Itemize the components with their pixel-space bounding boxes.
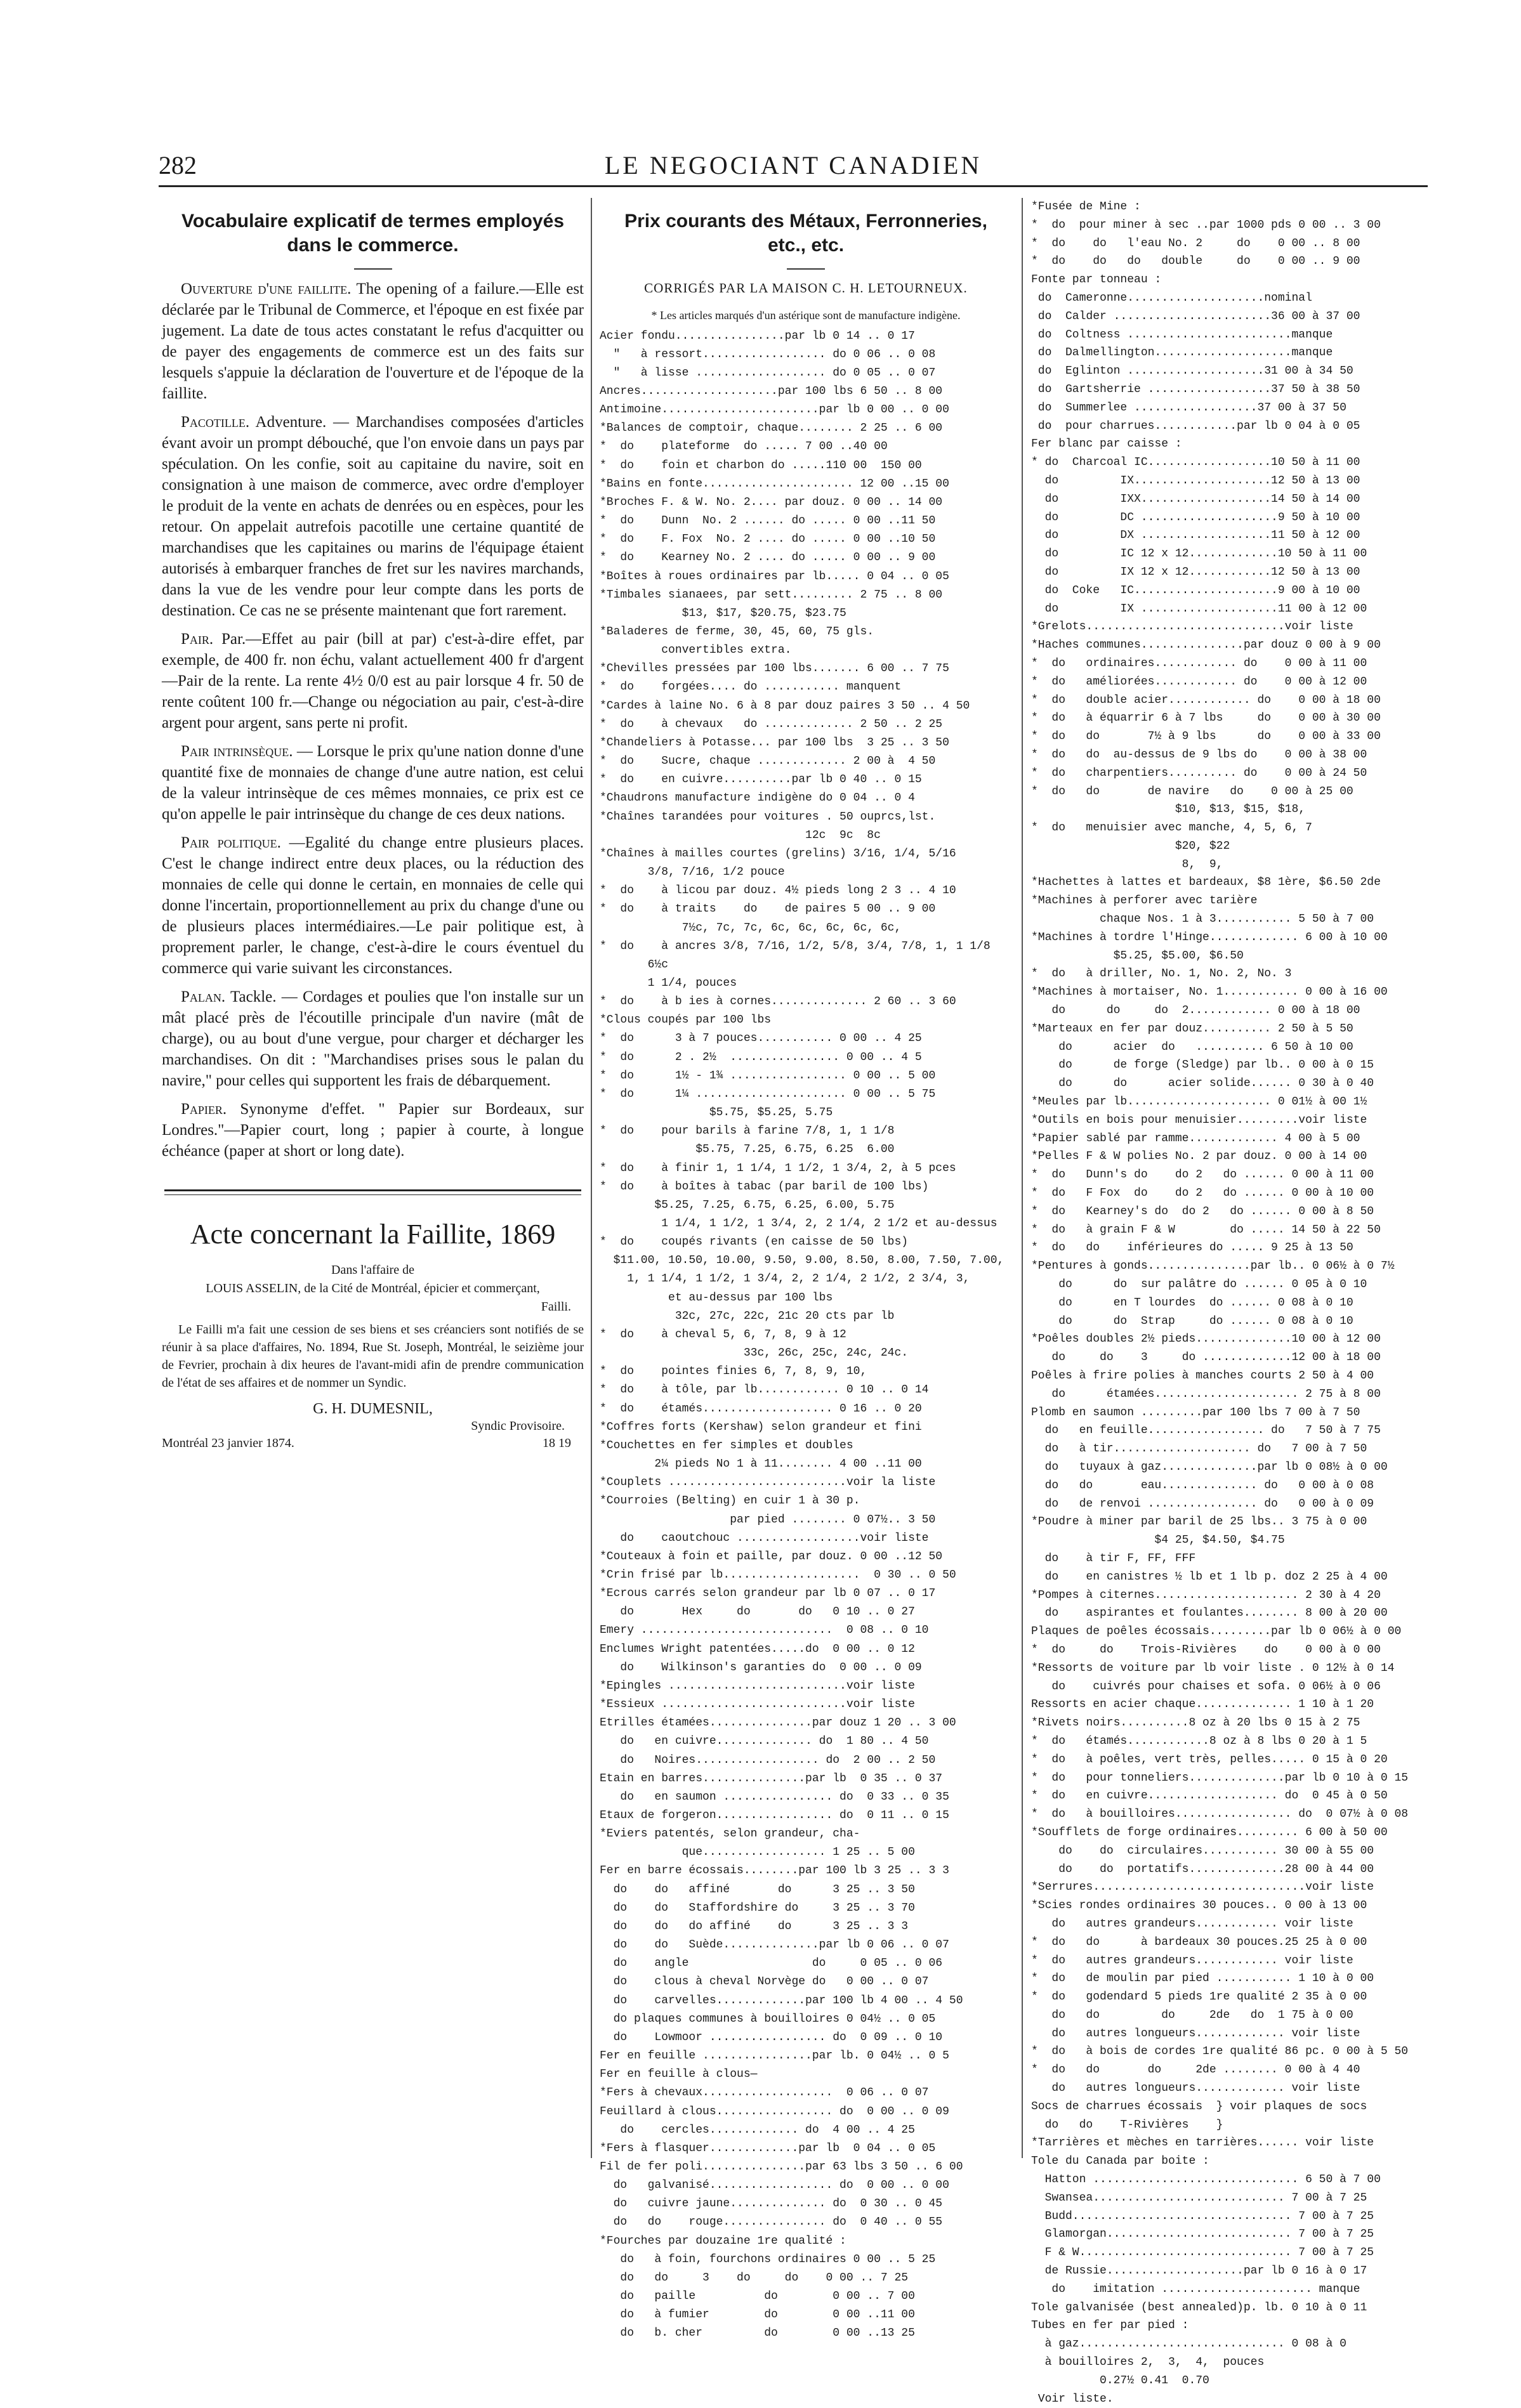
title-rule [787,268,825,270]
price-row: * do améliorées............ do 0 00 à 12 00 [1031,675,1367,688]
price-row: do do do 2de do 1 75 à 0 00 [1031,2008,1353,2022]
price-row: Hatton .............................. 6 50 à 7 00 [1031,2173,1381,2187]
section-divider [164,1189,581,1195]
price-row: 6½c [600,958,669,971]
price-row: *Courroies (Belting) en cuir 1 à 30 p. [600,1495,860,1508]
price-row: et au-dessus par 100 lbs [600,1291,833,1304]
entry-definition: —Egalité du change entre plusieurs places. C'est le change indirect entre deux places, ou la réduction des monnaies de celle qui donne le certain, en monnaies de celle qui donne l'incertain, proportionnellement au prix du change d'une ou de plusieurs places intermédiaires.—Le pair politique est, à proprement parler, le change, c'est-à-dire le cours éventuel du commerce qui varie suivant les circonstances. [162,834,584,977]
price-row: do IX ....................11 00 à 12 00 [1031,602,1367,615]
price-row: * do à équarrir 6 à 7 lbs do 0 00 à 30 00 [1031,712,1381,725]
price-row: do galvanisé.................. do 0 00 .. 0 00 [600,2179,949,2192]
price-row: * do coupés rivants (en caisse de 50 lbs) [600,1236,909,1249]
price-row: * do 1¼ ...................... 0 00 .. 5 75 [600,1087,936,1101]
price-row: Acier fondu................par lb 0 14 .. 0 17 [600,329,915,343]
price-row: do Eglinton ....................31 00 à 34 50 [1031,365,1353,378]
entry-term: Pacotille. [181,414,250,431]
price-row: 12c 9c 8c [600,828,881,842]
entry-definition: Adventure. — Marchandises composées d'articles évant avoir un prompt débouché, que l'on envoie dans un pays par spéculation. On les confie, soit au capitaine du navire, soit en consignation à une maison de commerce, avec ordre d'employer le produit de la vente en achats de denrées ou en espèces, pour les retour. On appelait autrefois pacotille une certaine quantité de marchandises que les capitaines ou marins de l'équipage étaient autorisés à embarquer franches de fret sur les navires marchands, dans la vue de les vendre pour leur compte dans les ports de destination. Ce cas ne se présente maintenant que fort rarement. [162,414,584,619]
title-rule [354,268,392,270]
price-row: Fer en barre écossais........par 100 lb 3 25 .. 3 3 [600,1864,949,1878]
price-row: * do do inférieures do ..... 9 25 à 13 50 [1031,1241,1353,1255]
price-row: do de forge (Sledge) par lb.. 0 00 à 0 15 [1031,1059,1374,1072]
price-row: do plaques communes à bouilloires 0 04½ .. 0 05 [600,2012,936,2025]
price-row: " à ressort.................. do 0 06 .. 0 08 [600,348,936,361]
price-row: * do à driller, No. 1, No. 2, No. 3 [1031,967,1292,981]
price-row: * do de moulin par pied ........... 1 10 à 0 00 [1031,1972,1374,1986]
price-row: do do 3 do .............12 00 à 18 00 [1031,1351,1381,1364]
price-row: * do à bois de cordes 1re qualité 86 pc. 0 00 à 5 50 [1031,2045,1409,2058]
price-row: *Chaînes tarandées pour voitures . 50 ouprcs,lst. [600,810,936,823]
price-row: do Coltness ........................manque [1031,328,1333,341]
price-row: *Hachettes à lattes et bardeaux, $8 1ère, $6.50 2de [1031,876,1381,889]
price-row: do paille do 0 00 .. 7 00 [600,2290,915,2303]
price-row: do DX ...................11 50 à 12 00 [1031,529,1360,542]
price-row: do IC 12 x 12.............10 50 à 11 00 [1031,547,1367,561]
column-vocabulary [162,198,584,2171]
act-title: Acte concernant la Faillite, 1869 [190,1219,556,1250]
corrected-by: CORRIGÉS PAR LA MAISON C. H. LETOURNEUX. [644,280,968,296]
price-row: *Cardes à laine No. 6 à 8 par douz paires 3 50 .. 4 50 [600,699,970,712]
entry-definition: Synonyme d'effet. " Papier sur Bordeaux, sur Londres."—Papier court, long ; papier à courte, à longue échéance (paper at short or long date). [162,1101,584,1160]
price-row: * do Dunn's do do 2 do ...... 0 00 à 11 00 [1031,1168,1374,1182]
price-row: $20, $22 [1031,839,1230,853]
journal-title: LE NEGOCIANT CANADIEN [604,151,982,180]
price-row: do Calder .......................36 00 à 37 00 [1031,310,1360,323]
price-row: Glamorgan........................... 7 00 à 7 25 [1031,2228,1374,2241]
price-row: *Poudre à miner par baril de 25 lbs.. 3 75 à 0 00 [1031,1515,1367,1529]
price-row: do en cuivre.............. do 1 80 .. 4 50 [600,1735,929,1748]
price-row: do Wilkinson's garanties do 0 00 .. 0 09 [600,1661,922,1674]
entry-definition: Tackle. — Cordages et poulies que l'on installe sur un mât placé près de l'écoutille principale d'un navire (mât de charge), ou au bout d'une vergue, pour charger et décharger les marchandises. On dit : "Marchandises prises sous le palan du navire," pour celles qui supportent les frais de débarquement. [162,988,584,1089]
column-rule-left [591,198,592,2158]
price-row: *Pompes à citernes..................... 2 30 à 4 20 [1031,1588,1381,1602]
price-row: * do do au-dessus de 9 lbs do 0 00 à 38 00 [1031,748,1367,761]
price-row: Ressorts en acier chaque.............. 1 10 à 1 20 [1031,1698,1374,1711]
price-row: * do à finir 1, 1 1/4, 1 1/2, 1 3/4, 2, à 5 pces [600,1161,956,1175]
price-row: 8, 9, [1031,858,1223,871]
price-row: *Pentures à gonds...............par lb.. 0 06½ à 0 7½ [1031,1260,1395,1273]
entry-definition: Par.—Effet au pair (bill at par) c'est-à-dire effet, par exemple, de 400 fr. non échu, valant actuellement 400 fr d'argent —Pair de la rente. La rente 4½ 0/0 est au pair lorsque 4 fr. 50 de rente coûtent 100 fr.—Change ou négociation au pair, c'est-à-dire argent pour argent, sans perte ni profit. [162,631,584,731]
price-row: Fer blanc par caisse : [1031,438,1182,451]
act-signature-role: Syndic Provisoire. [471,1419,565,1433]
price-row: do DC ....................9 50 à 10 00 [1031,511,1360,524]
price-list [600,327,1012,2343]
price-row: do IX....................12 50 à 13 00 [1031,474,1360,487]
price-row: *Tarrières et mèches en tarrières...... voir liste [1031,2136,1374,2150]
price-row: *Fers à chevaux................... 0 06 .. 0 07 [600,2086,929,2100]
price-row: do do affiné do 3 25 .. 3 50 [600,1883,915,1896]
price-row: * do autres grandeurs............ voir liste [1031,1954,1353,1967]
price-row: do Coke IC.....................9 00 à 10 00 [1031,584,1360,597]
price-row: *Serrures...............................voir liste [1031,1881,1374,1894]
price-row: Etain en barres...............par lb 0 35 .. 0 37 [600,1772,943,1785]
price-row: * do Kearney No. 2 .... do ..... 0 00 .. 9 00 [600,551,936,565]
price-row: * do en cuivre..........par lb 0 40 .. 0 15 [600,773,922,787]
price-row: * do 1½ - 1¾ ................. 0 00 .. 5 00 [600,1069,936,1082]
price-row: do à tir.................... do 7 00 à 7 50 [1031,1443,1367,1456]
price-row: Emery ............................ 0 08 .. 0 10 [600,1624,929,1637]
column-prices-part2 [1031,198,1425,2405]
price-row: Fil de fer poli...............par 63 lbs 3 50 .. 6 00 [600,2160,963,2173]
price-row: * do do 7½ à 9 lbs do 0 00 à 33 00 [1031,730,1381,743]
price-row: do do sur palâtre do ...... 0 05 à 0 10 [1031,1278,1367,1292]
price-row: Etaux de forgeron................. do 0 11 .. 0 15 [600,1809,949,1822]
act-body: Le Failli m'a fait une cession de ses biens et ses créanciers sont notifiés de se réunir à sa place d'affaires, No. 1894, Rue St. Joseph, Montréal, le seizième jour de Fevrier, prochain à dix heures de l'avant-midi afin de prendre communication de l'état de ses affaires et de nommer un Syndic. [162,1323,584,1390]
price-row: *Poêles doubles 2½ pieds..............10 00 à 12 00 [1031,1333,1381,1346]
price-row: *Bains en fonte...................... 12 00 ..15 00 [600,477,949,490]
price-row: * do do de navire do 0 00 à 25 00 [1031,785,1353,798]
price-row: do en T lourdes do ...... 0 08 à 0 10 [1031,1296,1353,1309]
price-row: *Papier sablé par ramme............. 4 00 à 5 00 [1031,1132,1360,1145]
price-row: Budd................................ 7 00 à 7 25 [1031,2209,1374,2223]
price-row: * do do do 2de ........ 0 00 à 4 40 [1031,2064,1360,2077]
page-number: 282 [159,151,197,180]
price-row: * do pointes finies 6, 7, 8, 9, 10, [600,1365,867,1378]
price-row: 7½c, 7c, 7c, 6c, 6c, 6c, 6c, 6c, [600,921,902,934]
vocabulary-entry [162,278,584,404]
price-row: * do à licou par douz. 4½ pieds long 2 3 .. 4 10 [600,884,956,898]
column-prices-part1 [600,198,1012,2340]
price-row: Feuillard à clous................. do 0 00 .. 0 09 [600,2105,949,2118]
price-row: *Baladeres de ferme, 30, 45, 60, 75 gls. [600,625,874,638]
price-row: * do foin et charbon do .....110 00 150 00 [600,459,922,472]
price-row: $10, $13, $15, $18, [1031,803,1306,816]
price-row: * do pour tonneliers..............par lb 0 10 à 0 15 [1031,1771,1409,1784]
price-row: *Rivets noirs..........8 oz à 20 lbs 0 15 à 2 75 [1031,1717,1360,1730]
price-row: * do do à bardeaux 30 pouces.25 25 à 0 00 [1031,1935,1367,1949]
price-row: do IX 12 x 12............12 50 à 13 00 [1031,565,1360,579]
price-row: do autres longueurs............. voir liste [1031,2027,1360,2040]
price-row: Fonte par tonneau : [1031,273,1162,287]
vocabulary-title: Vocabulaire explicatif de termes employés dans le commerce. [181,211,565,256]
price-row: que.................. 1 25 .. 5 00 [600,1846,915,1859]
price-row: 1, 1 1/4, 1 1/2, 1 3/4, 2, 2 1/4, 2 1/2, 2 3/4, 3, [600,1273,970,1286]
price-row: do do Strap do ...... 0 08 à 0 10 [1031,1314,1353,1328]
price-row: convertibles extra. [600,644,792,657]
price-row: do do Staffordshire do 3 25 .. 3 70 [600,1901,915,1914]
price-row: F & W............................... 7 00 à 7 25 [1031,2246,1374,2260]
price-row: chaque Nos. 1 à 3........... 5 50 à 7 00 [1031,913,1374,926]
price-row: $5.25, $5.00, $6.50 [1031,949,1244,962]
price-row: *Fourches par douzaine 1re qualité : [600,2234,846,2248]
price-row: Tole du Canada par boite : [1031,2155,1209,2168]
price-row: * do pour barils à farine 7/8, 1, 1 1/8 [600,1125,895,1138]
price-row: do IXX...................14 50 à 14 00 [1031,492,1360,506]
price-row: 33c, 26c, 25c, 24c, 24c. [600,1347,909,1360]
entry-term: Ouverture d'une faillite. [181,280,352,298]
price-row: *Couplets ..........................voir la liste [600,1476,936,1489]
price-row: Poêles à frire polies à manches courts 2 50 à 4 00 [1031,1370,1374,1382]
price-row: 1 1/4, pouces [600,976,737,990]
price-row: * do en cuivre................... do 0 45 à 0 50 [1031,1790,1388,1803]
price-row: do autres grandeurs............ voir liste [1031,1917,1353,1930]
entry-definition: The opening of a failure.—Elle est déclarée par le Tribunal de Commerce, et l'époque en est fixée par jugement. La date de tous actes constatant le refus d'acquitter ou de payer des engagements de commerce est un des faits sur lesquels s'appuie la déclaration de l'ouverture et de l'époque de la faillite. [162,280,584,402]
price-row: * do à chevaux do ............. 2 50 .. 2 25 [600,717,943,731]
entry-definition: — Lorsque le prix qu'une nation donne d'une quantité fixe de monnaies de change d'une autre nation, est celui de la valeur intrinsèque de ces mêmes monnaies, ce prix est ce qu'on appelle le pair intrinsèque du change de ces deux nations. [162,743,584,823]
price-row: * do do l'eau No. 2 do 0 00 .. 8 00 [1031,237,1360,250]
price-row: Fer en feuille à clous— [600,2068,758,2081]
price-row: * do étamés................... 0 16 .. 0 20 [600,1402,922,1415]
price-row: $5.25, 7.25, 6.75, 6.25, 6.00, 5.75 [600,1198,895,1212]
price-row: *Meules par lb..................... 0 01½ à 00 1½ [1031,1096,1367,1109]
price-row: * do à poêles, vert très, pelles..... 0 15 à 0 20 [1031,1753,1388,1766]
price-row: do do portatifs..............28 00 à 44 00 [1031,1862,1374,1876]
vocabulary-entry [162,1099,584,1161]
price-row: * do à ancres 3/8, 7/16, 1/2, 5/8, 3/4, 7/8, 1, 1 1/8 [600,939,991,953]
price-row: Tole galvanisée (best annealed)p. lb. 0 10 à 0 11 [1031,2301,1367,2314]
price-row: 0.27½ 0.41 0.70 [1031,2374,1209,2387]
price-row: par pied ........ 0 07½.. 3 50 [600,1513,936,1526]
vocabulary-entry [162,412,584,621]
price-row: *Balances de comptoir, chaque........ 2 25 .. 6 00 [600,422,943,435]
price-row: Etrilles étamées...............par douz 1 20 .. 3 00 [600,1717,956,1730]
price-row: *Scies rondes ordinaires 30 pouces.. 0 00 à 13 00 [1031,1899,1367,1913]
price-row: *Couchettes en fer simples et doubles [600,1439,853,1452]
price-row: $4 25, $4.50, $4.75 [1031,1534,1285,1547]
price-row: $5.75, $5.25, 5.75 [600,1106,833,1120]
price-row: *Clous coupés par 100 lbs [600,1014,772,1027]
price-row: *Broches F. & W. No. 2.... par douz. 0 00 .. 14 00 [600,495,943,509]
price-row: do autres longueurs............. voir liste [1031,2082,1360,2095]
price-list [1031,198,1425,2408]
price-row: do do do 2............ 0 00 à 18 00 [1031,1004,1360,1018]
page-header [159,143,1428,187]
price-row: do à tir F, FF, FFF [1031,1552,1196,1565]
price-row: à gaz.............................. 0 08 à 0 [1031,2338,1347,2351]
price-row: *Boîtes à roues ordinaires par lb..... 0 04 .. 0 05 [600,570,949,583]
price-row: do do eau.............. do 0 00 à 0 08 [1031,1479,1374,1492]
price-row: * do double acier............ do 0 00 à 18 00 [1031,693,1381,707]
act-role: Failli. [541,1300,571,1314]
price-row: do Hex do do 0 10 .. 0 27 [600,1606,915,1619]
price-row: 3/8, 7/16, 1/2 pouce [600,866,785,879]
price-row: * do do Trois-Rivières do 0 00 à 0 00 [1031,1643,1381,1656]
asterisk-note: * Les articles marqués d'un astérique sont de manufacture indigène. [651,308,961,322]
price-row: * do étamés............8 oz à 8 lbs 0 20 à 1 5 [1031,1734,1367,1748]
price-row: do en canistres ½ lb et 1 lb p. doz 2 25 à 4 00 [1031,1570,1388,1583]
price-row: * do pour miner à sec ..par 1000 pds 0 00 .. 3 00 [1031,218,1381,232]
price-row: do carvelles.............par 100 lb 4 00 .. 4 50 [600,1994,963,2007]
act-signature: G. H. DUMESNIL, [313,1401,433,1417]
price-row: 32c, 27c, 22c, 21c 20 cts par lb [600,1309,895,1323]
act-ref: 18 19 [543,1436,571,1450]
price-row: *Chandeliers à Potasse... par 100 lbs 3 25 .. 3 50 [600,736,949,749]
price-row: *Eviers patentés, selon grandeur, cha- [600,1828,860,1841]
price-row: Fer en feuille ................par lb. 0 04½ .. 0 5 [600,2050,949,2063]
price-row: * do à bouilloires................. do 0 07½ à 0 08 [1031,1808,1409,1821]
price-row: *Chevilles pressées par 100 lbs....... 6 00 .. 7 75 [600,662,949,676]
vocabulary-entry [162,986,584,1091]
price-row: *Soufflets de forge ordinaires......... 6 00 à 50 00 [1031,1826,1388,1839]
price-row: *Chaudrons manufacture indigène do 0 04 .. 0 4 [600,792,915,805]
bankruptcy-notice [162,1218,584,1451]
price-row: *Machines à mortaiser, No. 1........... 0 00 à 16 00 [1031,986,1388,999]
price-row: *Crin frisé par lb.................... 0 30 .. 0 50 [600,1568,956,1581]
price-row: do do acier solide...... 0 30 à 0 40 [1031,1077,1374,1090]
entry-term: Palan. [181,988,226,1005]
price-row: Plaques de poêles écossais.........par lb 0 06½ à 0 00 [1031,1625,1402,1639]
price-row: *Outils en bois pour menuisier.........voir liste [1031,1113,1367,1127]
price-row: * do Dunn No. 2 ...... do ..... 0 00 ..11 50 [600,514,936,528]
price-row: * do à grain F & W do ..... 14 50 à 22 50 [1031,1223,1381,1236]
price-row: do caoutchouc ..................voir liste [600,1531,929,1545]
price-row: do pour charrues............par lb 0 04 à 0 05 [1031,419,1360,433]
price-row: 1 1/4, 1 1/2, 1 3/4, 2, 2 1/4, 2 1/2 et au-dessus [600,1217,998,1230]
price-row: do clous à cheval Norvège do 0 00 .. 0 07 [600,1975,929,1989]
price-row: *Fers à flasquer.............par lb 0 04 .. 0 05 [600,2142,936,2155]
price-row: 2¼ pieds No 1 à 11........ 4 00 ..11 00 [600,1458,922,1471]
prices-title: Prix courants des Métaux, Ferronneries, etc., etc. [624,211,987,256]
price-row: * do plateforme do ..... 7 00 ..40 00 [600,440,888,454]
price-row: * do à cheval 5, 6, 7, 8, 9 à 12 [600,1328,846,1341]
price-row: " à lisse ................... do 0 05 .. 0 07 [600,366,936,379]
price-row: *Couteaux à foin et paille, par douz. 0 00 ..12 50 [600,1550,943,1563]
price-row: do à fumier do 0 00 ..11 00 [600,2308,915,2322]
vocabulary-entry [162,832,584,979]
price-row: $5.75, 7.25, 6.75, 6.25 6.00 [600,1143,895,1156]
price-row: *Machines à perforer avec tarière [1031,894,1258,908]
price-row: * do godendard 5 pieds 1re qualité 2 35 à 0 00 [1031,1991,1367,2004]
price-row: *Epingles ..........................voir liste [600,1679,915,1692]
price-row: * do à tôle, par lb............ 0 10 .. 0 14 [600,1384,929,1397]
price-row: * do do do double do 0 00 .. 9 00 [1031,255,1360,268]
price-row: do Cameronne....................nominal [1031,291,1312,304]
price-row: do Summerlee ..................37 00 à 37 50 [1031,401,1347,414]
price-row: * do F Fox do do 2 do ...... 0 00 à 10 00 [1031,1187,1374,1200]
price-row: Swansea............................ 7 00 à 7 25 [1031,2191,1367,2204]
price-row: Voir liste. [1031,2392,1114,2405]
price-row: Socs de charrues écossais } voir plaques de socs [1031,2100,1367,2113]
act-footer [162,1436,571,1451]
price-row: *Timbales sianaees, par sett......... 2 75 .. 8 00 [600,588,943,601]
price-row: do do Suède..............par lb 0 06 .. 0 07 [600,1939,949,1952]
price-row: à bouilloires 2, 3, 4, pouces [1031,2356,1265,2369]
price-row: *Fusée de Mine : [1031,200,1141,213]
price-row: *Marteaux en fer par douz.......... 2 50 à 5 50 [1031,1022,1353,1035]
header-rule [159,185,1428,187]
price-row: *Coffres forts (Kershaw) selon grandeur et fini [600,1420,922,1434]
price-row: $13, $17, $20.75, $23.75 [600,606,846,620]
price-row: *Chaînes à mailles courtes (grelins) 3/16, 1/4, 5/16 [600,847,956,860]
price-row: de Russie....................par lb 0 16 à 0 17 [1031,2265,1367,2278]
entry-term: Pair intrinsèque. [181,743,293,760]
price-row: *Ressorts de voiture par lb voir liste . 0 12½ à 0 14 [1031,1661,1395,1675]
price-row: * do F. Fox No. 2 .... do ..... 0 00 ..10 50 [600,533,936,546]
price-row: do Gartsherrie ..................37 50 à 38 50 [1031,383,1360,396]
price-row: $11.00, 10.50, 10.00, 9.50, 9.00, 8.50, 8.00, 7.50, 7.00, [600,1254,1004,1267]
price-row: * do menuisier avec manche, 4, 5, 6, 7 [1031,821,1312,835]
price-row: do Dalmellington....................manque [1031,346,1333,360]
price-row: do aspirantes et foulantes........ 8 00 à 20 00 [1031,1607,1388,1620]
price-row: *Haches communes...............par douz 0 00 à 9 00 [1031,639,1381,652]
price-row: do étamées..................... 2 75 à 8 00 [1031,1387,1381,1401]
price-row: *Pelles F & W polies No. 2 par douz. 0 00 à 14 00 [1031,1150,1367,1163]
price-row: do cuivre jaune.............. do 0 30 .. 0 45 [600,2197,943,2211]
price-row: * do à traits do de paires 5 00 .. 9 00 [600,903,936,916]
price-row: * do 2 . 2½ ................ 0 00 .. 4 5 [600,1050,922,1064]
price-row: do tuyaux à gaz..............par lb 0 08½ à 0 00 [1031,1460,1388,1474]
price-row: do b. cher do 0 00 ..13 25 [600,2327,915,2340]
price-row: Enclumes Wright patentées.....do 0 00 .. 0 12 [600,1642,915,1656]
price-row: *Ecrous carrés selon grandeur par lb 0 07 .. 0 17 [600,1587,936,1600]
price-row: *Machines à tordre l'Hinge............. 6 00 à 10 00 [1031,931,1388,944]
price-row: do en saumon ................ do 0 33 .. 0 35 [600,1790,949,1803]
price-row: do do rouge............... do 0 40 .. 0 55 [600,2216,943,2229]
price-row: do do 3 do do 0 00 .. 7 25 [600,2271,909,2284]
price-row: * do 3 à 7 pouces........... 0 00 .. 4 25 [600,1032,922,1045]
price-row: *Essieux ...........................voir liste [600,1698,915,1711]
price-row: do à foin, fourchons ordinaires 0 00 .. 5 25 [600,2253,936,2266]
price-row: * do Sucre, chaque ............. 2 00 à 4 50 [600,755,936,768]
price-row: do do do affiné do 3 25 .. 3 3 [600,1920,909,1933]
price-row: * do ordinaires............ do 0 00 à 11 00 [1031,657,1367,670]
vocabulary-entries [162,278,584,1161]
price-row: do Noires.................. do 2 00 .. 2 50 [600,1753,936,1767]
price-row: * do charpentiers.......... do 0 00 à 24 50 [1031,766,1367,780]
entry-term: Pair. [181,631,214,648]
price-row: do angle do 0 05 .. 0 06 [600,1957,943,1970]
price-row: do en feuille................. do 7 50 à 7 75 [1031,1424,1381,1437]
act-affair: Dans l'affaire de [331,1263,414,1277]
price-row: do cuivrés pour chaises et sofa. 0 06½ à 0 06 [1031,1680,1381,1693]
price-row: do imitation ...................... manque [1031,2282,1360,2296]
entry-term: Pair politique. [181,834,281,851]
price-row: * do forgées.... do ........... manquent [600,681,902,694]
price-row: do de renvoi ................ do 0 00 à 0 09 [1031,1497,1374,1510]
price-row: * do à boîtes à tabac (par baril de 100 lbs) [600,1180,929,1193]
price-row: Ancres....................par 100 lbs 6 50 .. 8 00 [600,384,943,398]
price-row: Tubes en fer par pied : [1031,2319,1189,2333]
column-rule-right [1022,198,1023,2158]
price-row: * do Charcoal IC..................10 50 à 11 00 [1031,456,1360,469]
price-row: * do Kearney's do do 2 do ...... 0 00 à 8 50 [1031,1205,1374,1218]
act-debtor: LOUIS ASSELIN, de la Cité de Montréal, épicier et commerçant, [206,1281,540,1295]
price-row: do do circulaires........... 30 00 à 55 00 [1031,1844,1374,1857]
act-date: Montréal 23 janvier 1874. [162,1436,294,1450]
price-row: Plomb en saumon .........par 100 lbs 7 00 à 7 50 [1031,1406,1360,1419]
vocabulary-entry [162,629,584,733]
price-row: do do T-Rivières } [1031,2118,1223,2131]
entry-term: Papier. [181,1101,227,1118]
price-row: * do à b ies à cornes.............. 2 60 .. 3 60 [600,995,956,1009]
price-row: *Grelots.............................voir liste [1031,620,1353,634]
price-row: do Lowmoor ................. do 0 09 .. 0 10 [600,2031,943,2044]
price-row: Antimoine.......................par lb 0 00 .. 0 00 [600,403,949,417]
price-row: do acier do .......... 6 50 à 10 00 [1031,1040,1353,1054]
price-row: do cercles............. do 4 00 .. 4 25 [600,2123,915,2136]
vocabulary-entry [162,741,584,825]
